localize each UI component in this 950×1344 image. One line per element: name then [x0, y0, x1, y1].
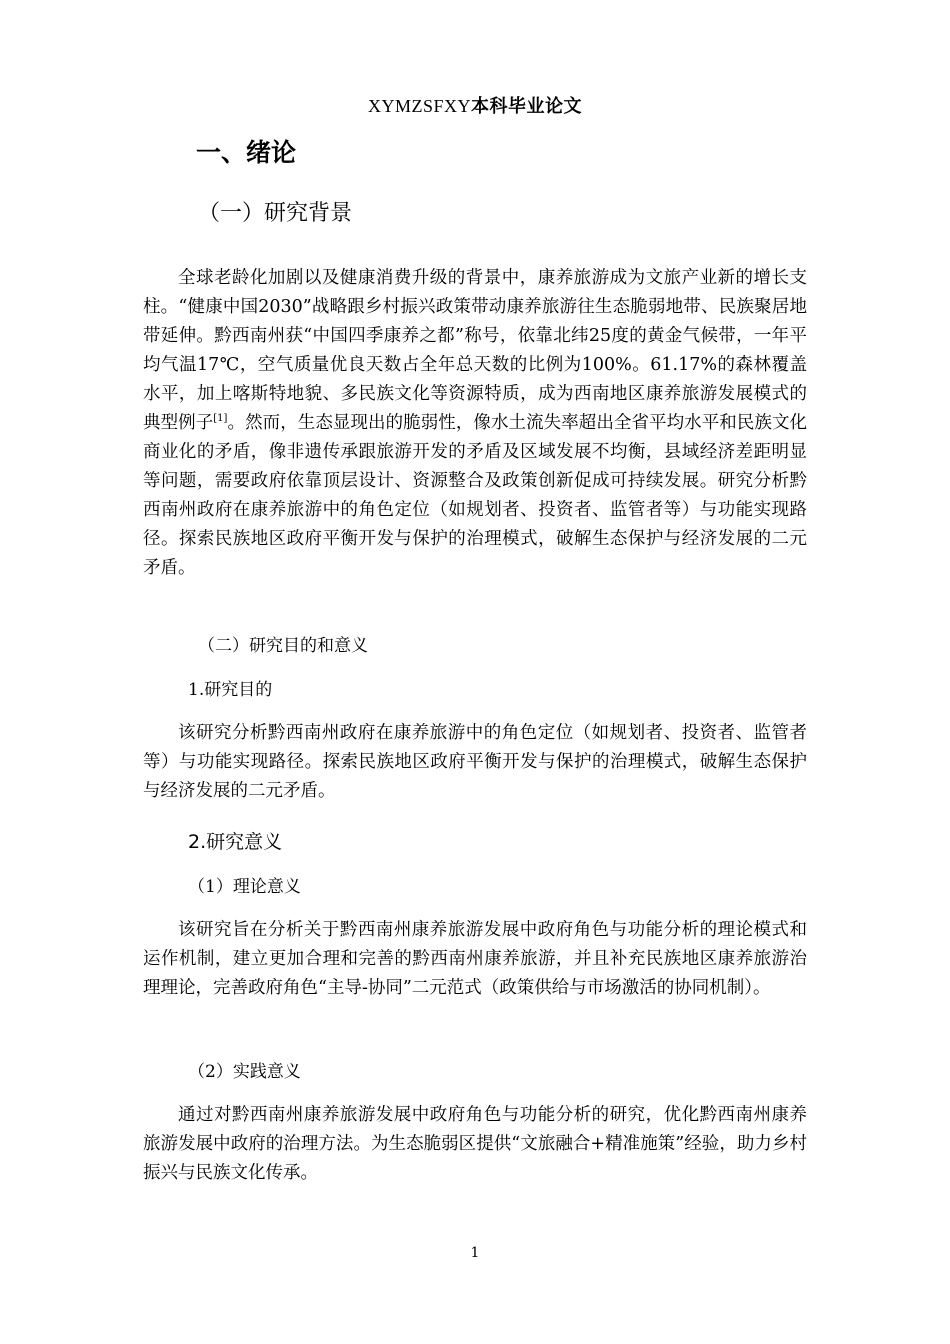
chapter-title: 一、绪论 — [196, 138, 297, 167]
theory-significance-paragraph: 该研究旨在分析关于黔西南州康养旅游发展中政府角色与功能分析的理论模式和运作机制，建立更加合理和完善的黔西南州康养旅游，并且补充民族地区康养旅游治理理论，完善政府角色“主导-协同”二元范式（政策供给与市场激活的协同机制）。 — [143, 920, 807, 998]
purpose-paragraph: 该研究分析黔西南州政府在康养旅游中的角色定位（如规划者、投资者、监管者等）与功能实现路径。探索民族地区政府平衡开发与保护的治理模式，破解生态保护与经济发展的二元矛盾。 — [143, 723, 807, 801]
background-text-part-1: 全球老龄化加剧以及健康消费升级的背景中，康养旅游成为文旅产业新的增长支柱。“健康中国2030”战略跟乡村振兴政策带动康养旅游往生态脆弱地带、民族聚居地带延伸。黔西南州获“中国四季康养之都”称号，依靠北纬25度的黄金气候带，一年平均气温17℃，空气质量优良天数占全年总天数的比例为100%。61.17%的森林覆盖水平，加上喀斯特地貌、多民族文化等资源特质，成为西南地区康养旅游发展模式的典型例子 — [143, 268, 807, 433]
citation-marker: [1] — [213, 413, 228, 424]
section-title-purpose-significance: （二）研究目的和意义 — [198, 636, 368, 656]
practice-significance-paragraph: 通过对黔西南州康养旅游发展中政府角色与功能分析的研究，优化黔西南州康养旅游发展中政府的治理方法。为生态脆弱区提供“文旅融合+精准施策”经验，助力乡村振兴与民族文化传承。 — [143, 1105, 807, 1183]
subsection-title-significance: 2.研究意义 — [188, 831, 283, 853]
subsection-title-purpose: 1.研究目的 — [188, 680, 273, 700]
section-title-background: （一）研究背景 — [198, 201, 353, 226]
running-header — [0, 94, 950, 119]
header-thesis-label: 本科毕业论文 — [471, 96, 583, 117]
header-school-code: XYMZSFXY — [367, 96, 472, 116]
practice-significance-title: （2）实践意义 — [188, 1062, 301, 1082]
background-text-part-2: 。然而，生态显现出的脆弱性，像水土流失率超出全省平均水平和民族文化商业化的矛盾，像非遗传承跟旅游开发的矛盾及区域发展不均衡，县域经济差距明显等问题，需要政府依靠顶层设计、资源整合及政策创新促成可持续发展。研究分析黔西南州政府在康养旅游中的角色定位（如规划者、投资者、监管者等）与功能实现路径。探索民族地区政府平衡开发与保护的治理模式，破解生态保护与经济发展的二元矛盾。 — [143, 413, 808, 578]
background-paragraph — [143, 264, 807, 583]
page-number: 1 — [470, 1245, 480, 1261]
theory-significance-title: （1）理论意义 — [188, 877, 301, 897]
